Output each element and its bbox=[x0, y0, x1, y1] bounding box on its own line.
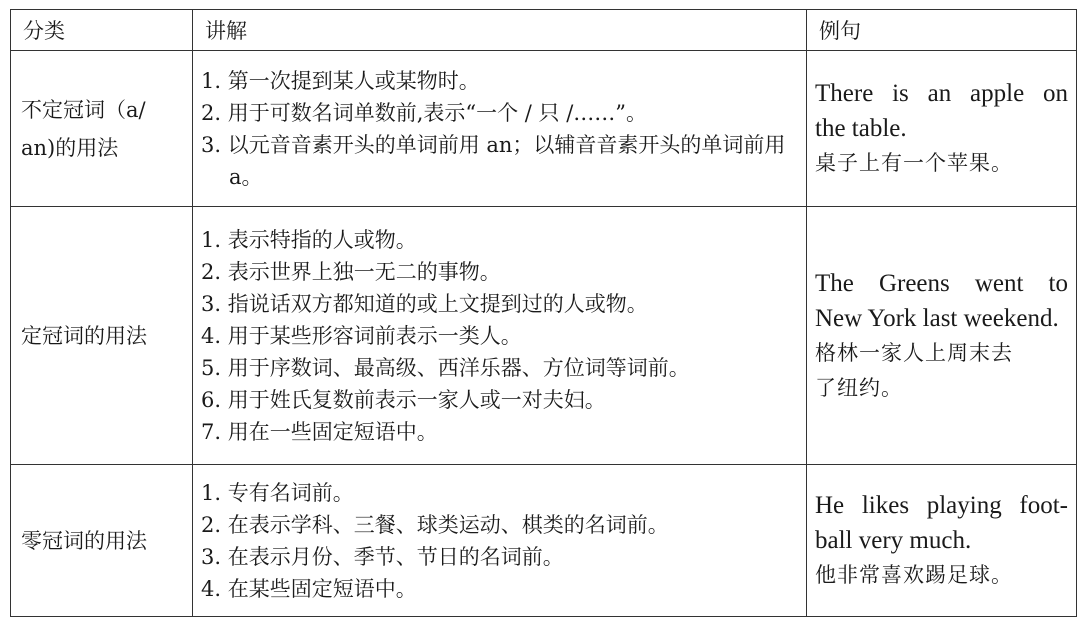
explanation-item: 1. 专有名词前。 bbox=[201, 480, 354, 505]
example-english: New York last weekend. bbox=[815, 304, 1059, 332]
category-label: 不定冠词（a/ bbox=[21, 97, 146, 122]
example-english: There is an apple on bbox=[815, 80, 1068, 107]
example-chinese: 格林一家人上周末去 bbox=[815, 340, 1013, 365]
example-chinese: 他非常喜欢踢足球。 bbox=[815, 563, 1013, 587]
header-explanation: 讲解 bbox=[193, 10, 807, 51]
explanation-item: 3. 在表示月份、季节、节日的名词前。 bbox=[201, 544, 564, 569]
explanation-item: 5. 用于序数词、最高级、西洋乐器、方位词等词前。 bbox=[201, 355, 690, 380]
explanation-item: 3. 指说话双方都知道的或上文提到过的人或物。 bbox=[201, 291, 648, 316]
table-row bbox=[11, 465, 1077, 617]
example-english: ball very much. bbox=[815, 527, 972, 554]
explanation-item: 4. 在某些固定短语中。 bbox=[201, 576, 417, 601]
example-english: The Greens went to bbox=[815, 269, 1068, 297]
article-usage-table bbox=[10, 9, 1077, 617]
category-cell bbox=[11, 465, 193, 617]
explanation-cell bbox=[193, 207, 807, 465]
explanation-item: 3. 以元音音素开头的单词前用 an；以辅音音素开头的单词前用 a。 bbox=[201, 132, 786, 189]
explanation-item: 2. 在表示学科、三餐、球类运动、棋类的名词前。 bbox=[201, 512, 669, 537]
category-cell bbox=[11, 207, 193, 465]
explanation-item: 1. 表示特指的人或物。 bbox=[201, 227, 417, 252]
example-cell bbox=[807, 207, 1077, 465]
example-cell bbox=[807, 51, 1077, 207]
example-english: He likes playing foot- bbox=[815, 492, 1068, 519]
example-cell bbox=[807, 465, 1077, 617]
explanation-item: 6. 用于姓氏复数前表示一家人或一对夫妇。 bbox=[201, 387, 606, 412]
table-row bbox=[11, 51, 1077, 207]
example-chinese: 了纽约。 bbox=[815, 375, 903, 400]
explanation-item: 1. 第一次提到某人或某物时。 bbox=[201, 68, 480, 93]
table-header-row bbox=[11, 10, 1077, 51]
explanation-cell bbox=[193, 465, 807, 617]
header-category: 分类 bbox=[11, 10, 193, 51]
explanation-item: 2. 用于可数名词单数前,表示“一个 / 只 /……”。 bbox=[201, 100, 648, 125]
header-example: 例句 bbox=[807, 10, 1077, 51]
explanation-item: 2. 表示世界上独一无二的事物。 bbox=[201, 259, 501, 284]
category-label: 定冠词的用法 bbox=[21, 323, 147, 348]
explanation-item: 7. 用在一些固定短语中。 bbox=[201, 419, 438, 444]
category-label: an)的用法 bbox=[21, 135, 119, 160]
category-label: 零冠词的用法 bbox=[21, 528, 147, 553]
category-cell bbox=[11, 51, 193, 207]
example-chinese: 桌子上有一个苹果。 bbox=[815, 151, 1013, 175]
explanation-cell bbox=[193, 51, 807, 207]
example-english: the table. bbox=[815, 115, 907, 142]
table-row bbox=[11, 207, 1077, 465]
explanation-item: 4. 用于某些形容词前表示一类人。 bbox=[201, 323, 522, 348]
